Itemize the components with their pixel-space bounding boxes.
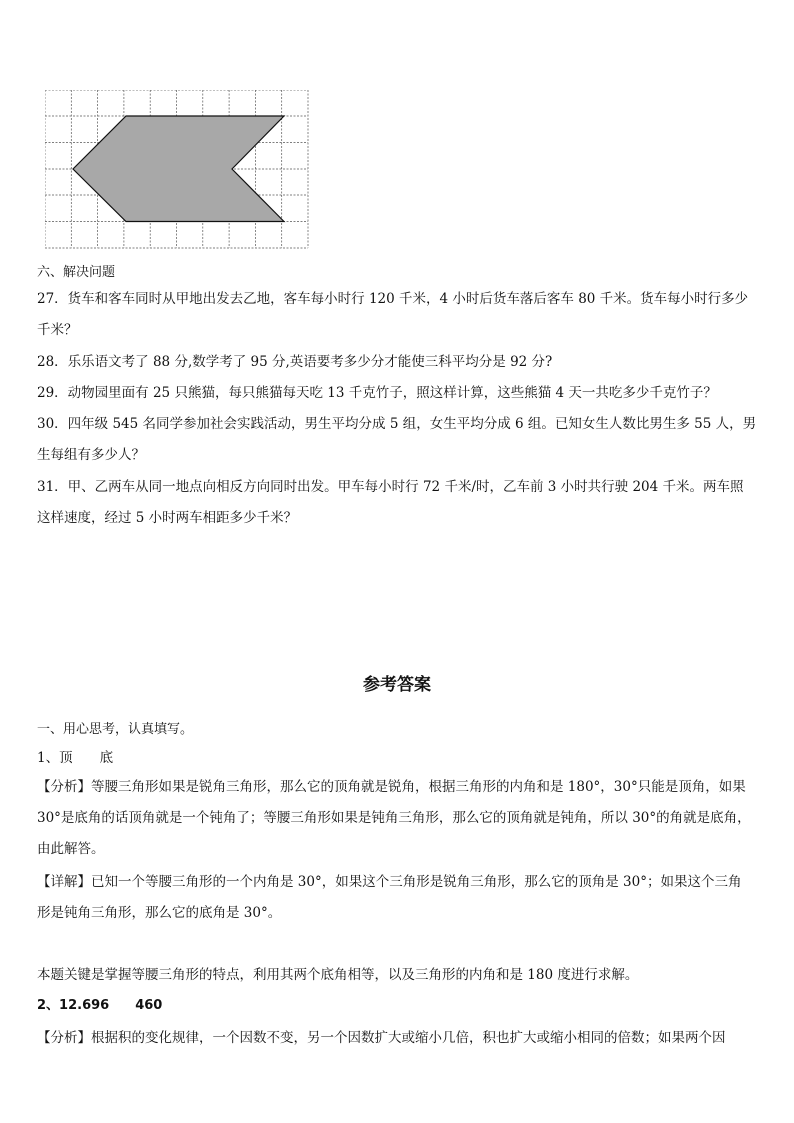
q29-line1: 29．动物园里面有 25 只熊猫，每只熊猫每天吃 13 千克竹子，照这样计算，这些熊猫 4 天一共吃多少千克竹子？: [37, 385, 717, 401]
q27-line1: 27．货车和客车同时从甲地出发去乙地，客车每小时行 120 千米，4 小时后货车落后客车 80 千米。货车每小时行多少: [37, 291, 749, 307]
q31-line2: 这样速度，经过 5 小时两车相距多少千米？: [37, 510, 298, 526]
answers-section1-heading: 一、用心思考，认真填写。: [37, 722, 194, 737]
answer1-detail-line2: 形是钝角三角形，那么它的底角是 30°。: [37, 905, 282, 921]
q27-line2: 千米？: [37, 322, 78, 338]
answer1-analysis-line3: 由此解答。: [37, 841, 105, 857]
answer1: 1、顶 底: [37, 750, 114, 766]
answers-title: 参考答案: [363, 675, 431, 695]
section6-heading: 六、解决问题: [37, 265, 116, 280]
answer2: 2、12.696 460: [37, 998, 163, 1013]
answer1-analysis-line1: 【分析】等腰三角形如果是锐角三角形，那么它的顶角就是锐角，根据三角形的内角和是 180°，30°只能是顶角，如果: [37, 779, 746, 795]
answer1-note: 本题关键是掌握等腰三角形的特点，利用其两个底角相等，以及三角形的内角和是 180 度进行求解。: [37, 967, 639, 983]
answer1-analysis-line2: 30°是底角的话顶角就是一个钝角了；等腰三角形如果是钝角三角形，那么它的顶角就是钝角，所以 30°的角就是底角，: [37, 810, 751, 826]
q31-line1: 31．甲、乙两车从同一地点向相反方向同时出发。甲车每小时行 72 千米/时，乙车前 3 小时共行驶 204 千米。两车照: [37, 479, 744, 495]
answer1-detail-line1: 【详解】已知一个等腰三角形的一个内角是 30°，如果这个三角形是锐角三角形，那么它的顶角是 30°；如果这个三角: [37, 874, 742, 890]
grid-shape-figure: [45, 90, 310, 250]
q30-line1: 30．四年级 545 名同学参加社会实践活动，男生平均分成 5 组，女生平均分成 6 组。已知女生人数比男生多 55 人，男: [37, 416, 757, 432]
q30-line2: 生每组有多少人？: [37, 447, 145, 463]
q28-line1: 28．乐乐语文考了 88 分,数学考了 95 分,英语要考多少分才能使三科平均分是 92 分?: [37, 354, 553, 370]
answer2-analysis-line1: 【分析】根据积的变化规律，一个因数不变，另一个因数扩大或缩小几倍，积也扩大或缩小相同的倍数；如果两个因: [37, 1030, 726, 1046]
